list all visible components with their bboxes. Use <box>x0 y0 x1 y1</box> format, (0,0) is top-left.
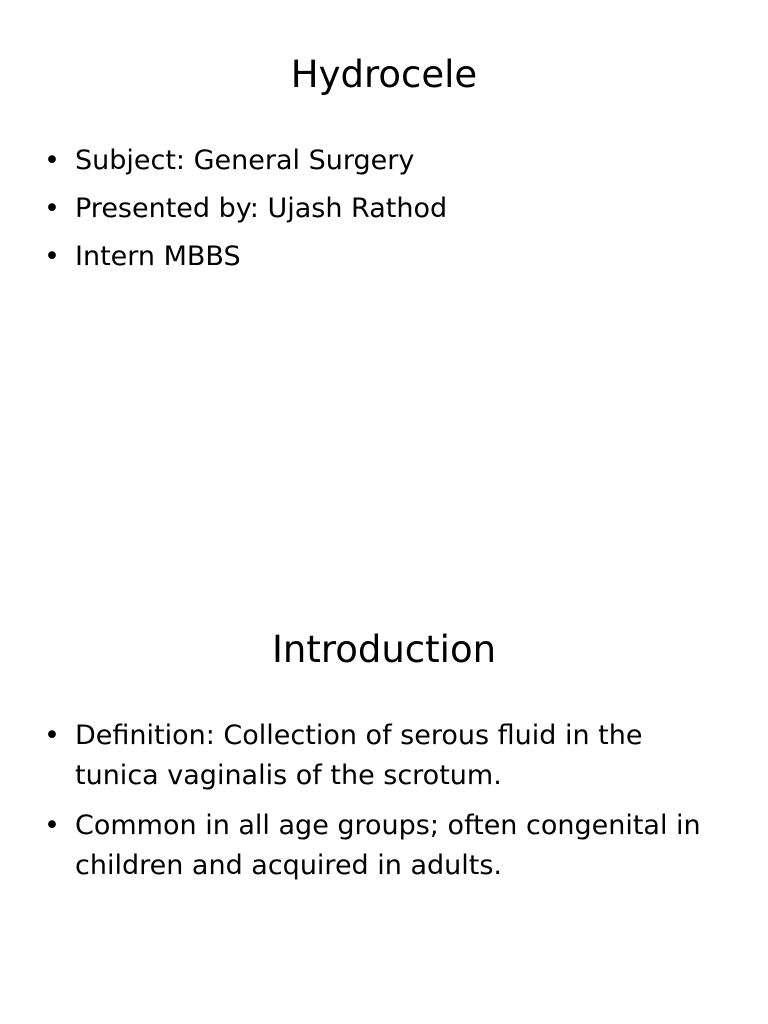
bullet-text: Intern MBBS <box>75 241 241 272</box>
slide-title: Introduction <box>271 628 497 671</box>
bullet-icon: • <box>44 241 60 272</box>
bullet-list <box>44 716 734 896</box>
slide-title: Hydrocele <box>290 53 478 96</box>
bullet-list <box>44 141 734 285</box>
slide-introduction <box>0 576 768 1024</box>
bullet-icon: • <box>44 720 60 751</box>
bullet-text: Common in all age groups; often congenital in children and acquired in adults. <box>75 810 701 881</box>
bullet-item <box>44 189 734 229</box>
bullet-item <box>44 237 734 277</box>
bullet-text: Definition: Collection of serous fluid in the tunica vaginalis of the scrotum. <box>75 720 643 791</box>
bullet-icon: • <box>44 145 60 176</box>
bullet-item <box>44 806 734 886</box>
bullet-text: Subject: General Surgery <box>75 145 415 176</box>
bullet-item <box>44 716 734 796</box>
bullet-icon: • <box>44 193 60 224</box>
bullet-item <box>44 141 734 181</box>
bullet-text: Presented by: Ujash Rathod <box>75 193 448 224</box>
bullet-icon: • <box>44 810 60 841</box>
